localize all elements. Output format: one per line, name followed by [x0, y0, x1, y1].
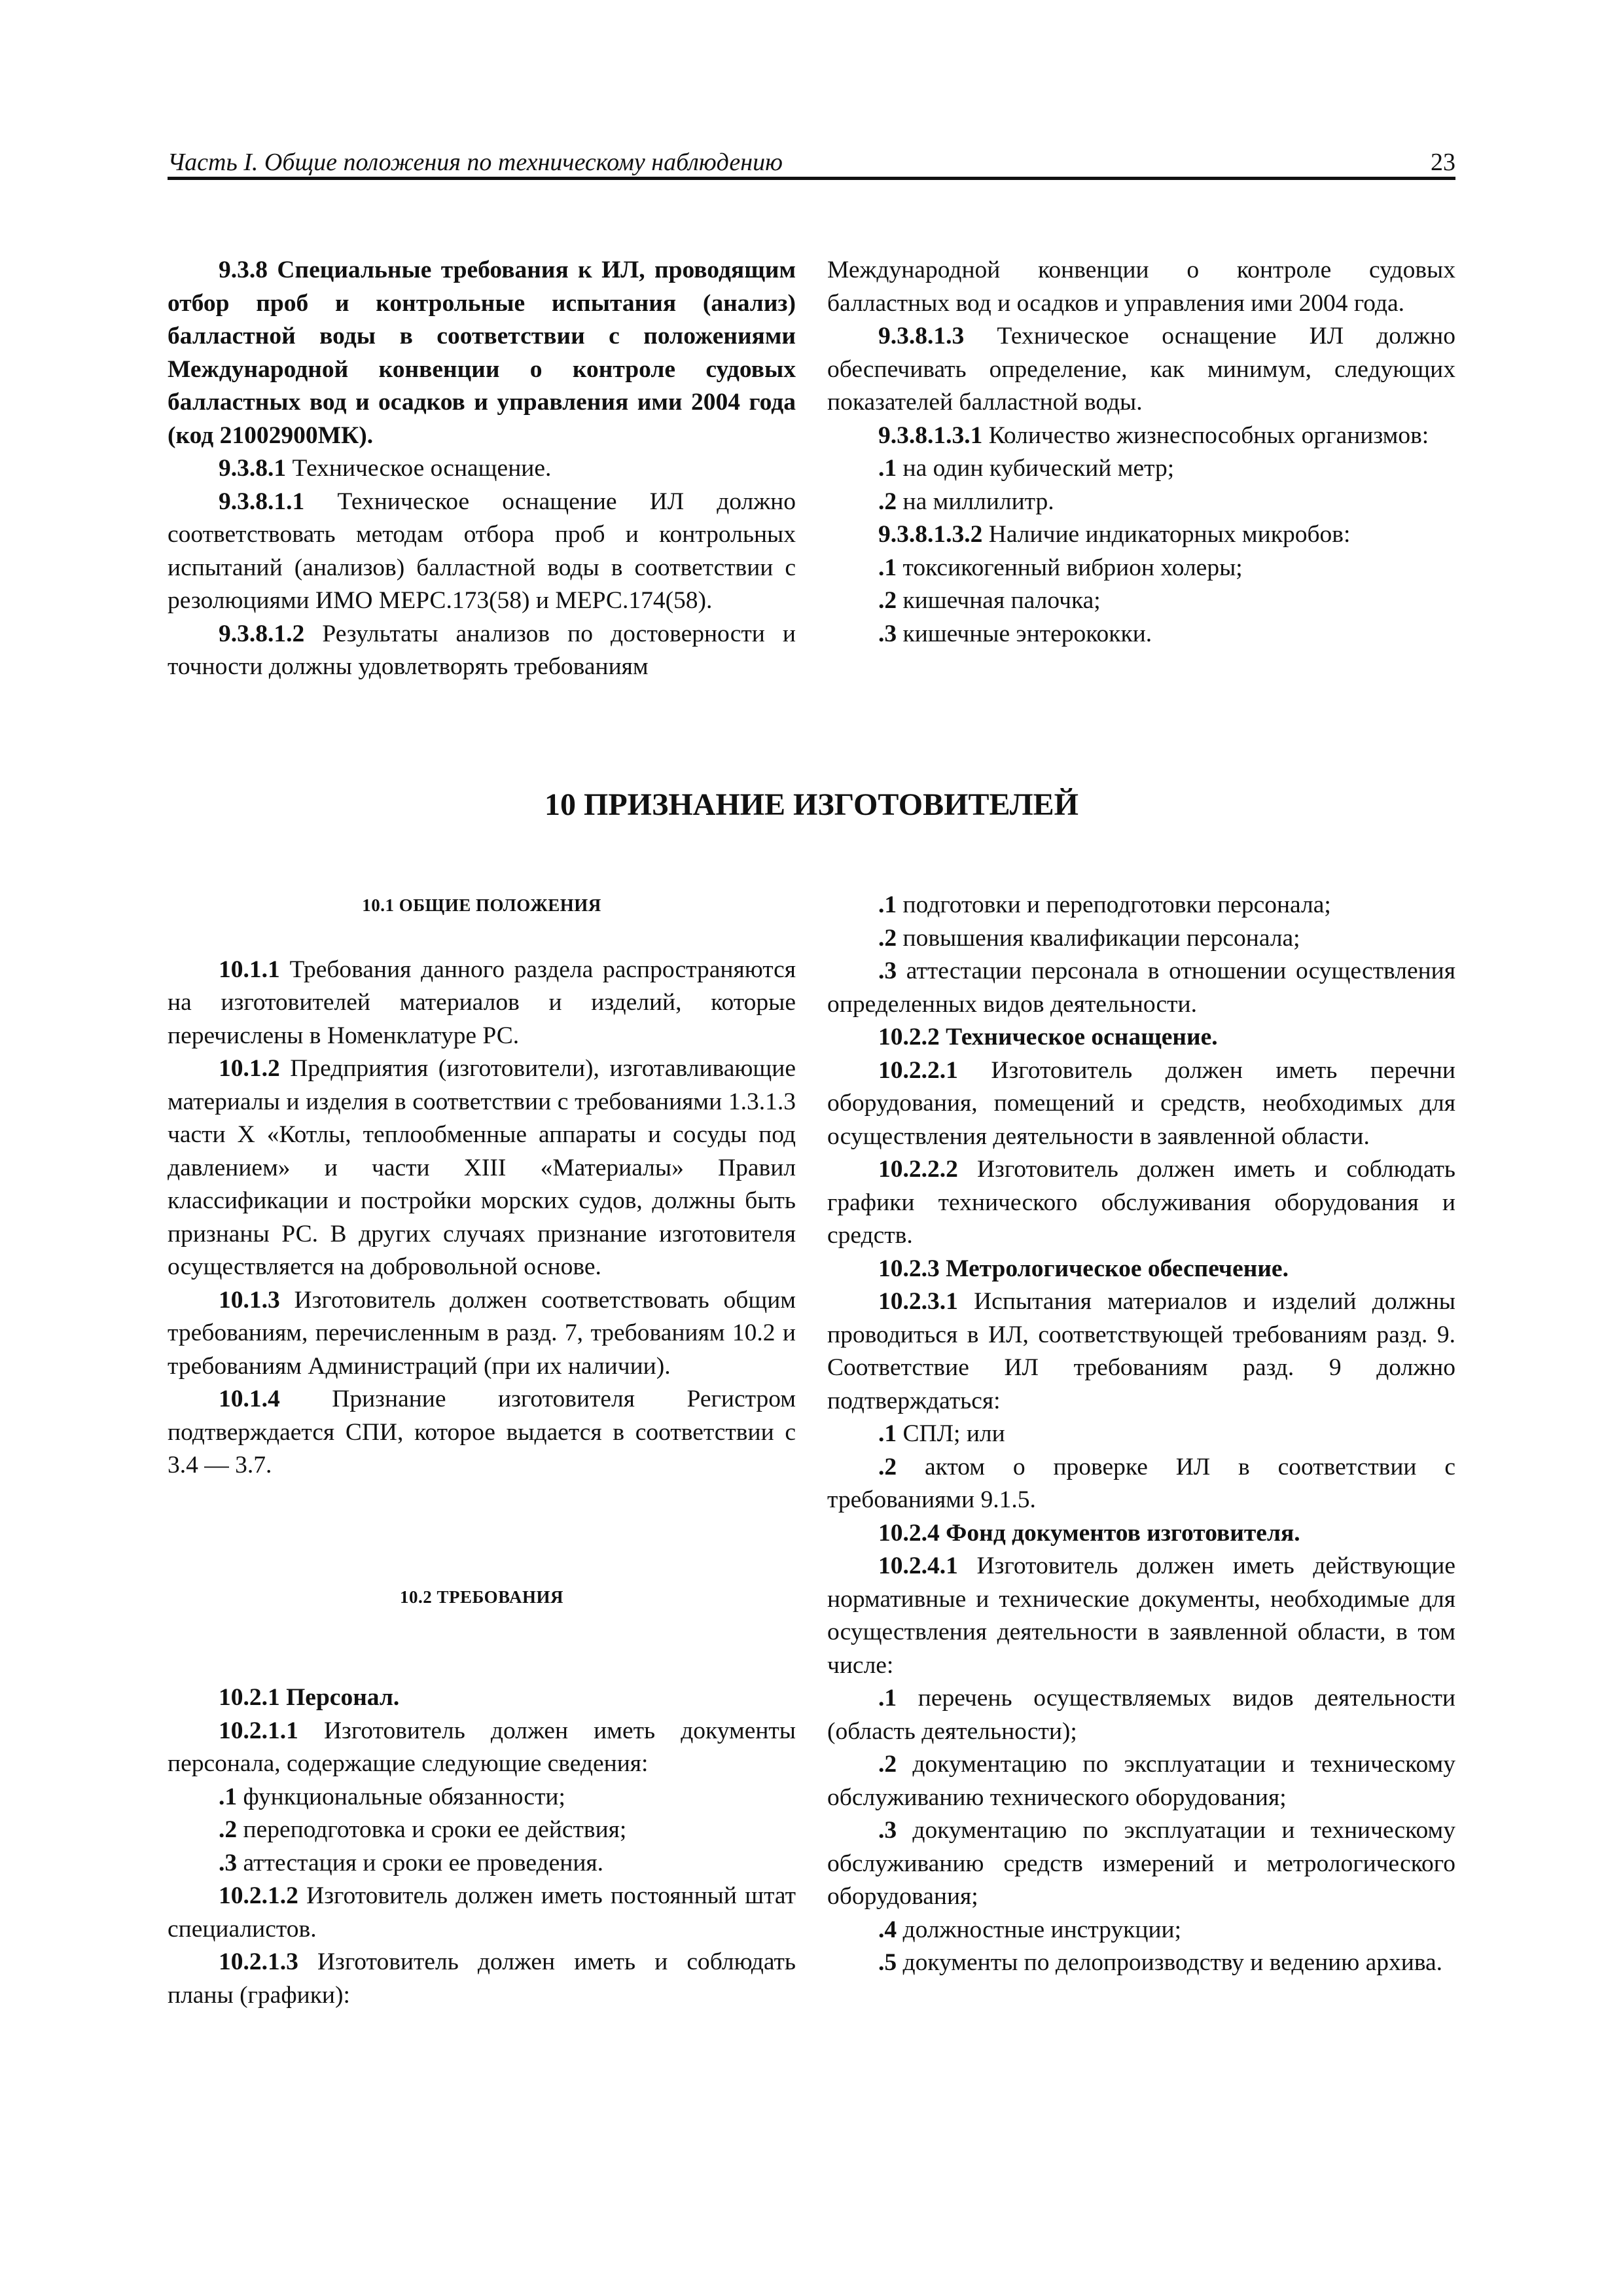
- paragraph-10-1-3: [168, 1284, 796, 1384]
- list-item: [827, 1451, 1455, 1517]
- item-text: на миллилитр.: [902, 488, 1054, 515]
- item-text: документацию по эксплуатации и техническому обслуживанию технического оборудования;: [827, 1751, 1456, 1811]
- list-item: [827, 1814, 1455, 1914]
- paragraph-10-2-3: [827, 1253, 1455, 1286]
- item-number: .1: [878, 455, 897, 482]
- clause-text: Изготовитель должен иметь постоянный штат специалистов.: [168, 1882, 796, 1943]
- item-number: .2: [878, 488, 897, 515]
- paragraph-9-3-8-1-2: [168, 618, 796, 684]
- paragraph-10-2-2-2: [827, 1153, 1455, 1253]
- item-number: .3: [878, 1817, 897, 1844]
- spacer: [168, 922, 796, 954]
- item-text: аттестации персонала в отношении осуществления определенных видов деятельности.: [827, 958, 1456, 1018]
- paragraph-10-2-1-1: [168, 1715, 796, 1781]
- paragraph-10-2-2-1: [827, 1054, 1455, 1154]
- clause-text: Результаты анализов по достоверности и точности должны удовлетворять требованиям: [168, 620, 796, 680]
- item-text: повышения квалификации персонала;: [902, 924, 1300, 952]
- item-text: документы по делопроизводству и ведению архива.: [902, 1949, 1443, 1976]
- bottom-right-column: [827, 889, 1455, 1980]
- clause-text: Техническое оснащение ИЛ должно соответствовать методам отбора проб и контрольных испытаний (анализов) балластной воды в соответствии с резолюциями ИМО МЕРС.173(58) и МЕРС.174(58).: [168, 488, 796, 614]
- item-text: аттестация и сроки ее проведения.: [243, 1849, 604, 1876]
- clause-heading: Метрологическое обеспечение.: [946, 1255, 1289, 1282]
- item-number: .2: [878, 924, 897, 952]
- paragraph-10-2-3-1: [827, 1285, 1455, 1418]
- list-item: [827, 1946, 1455, 1980]
- paragraph-10-2-4: [827, 1517, 1455, 1551]
- item-number: .2: [878, 1453, 897, 1480]
- paragraph-10-2-1-3: [168, 1946, 796, 2012]
- item-number: .1: [878, 1420, 897, 1447]
- list-item: [827, 922, 1455, 956]
- clause-number: 9.3.8.1.3.1: [878, 422, 983, 449]
- item-number: .1: [878, 1685, 897, 1712]
- clause-text: Изготовитель должен иметь и соблюдать графики технического обслуживания оборудования и средств.: [827, 1156, 1455, 1249]
- clause-text: Изготовитель должен иметь и соблюдать планы (графики):: [168, 1948, 796, 2009]
- paragraph-10-1-4: [168, 1383, 796, 1482]
- clause-text: Техническое оснащение ИЛ должно обеспечивать определение, как минимум, следующих показателей балластной воды.: [827, 323, 1455, 416]
- paragraph-9-3-8-1-3-1: [827, 420, 1455, 453]
- top-right-column: [827, 254, 1455, 651]
- clause-number: 10.2.2.2: [878, 1156, 958, 1183]
- clause-number: 10.2.1: [219, 1684, 280, 1711]
- clause-number: 10.2.4: [878, 1519, 940, 1547]
- clause-number: 10.1.2: [219, 1055, 280, 1082]
- item-number: .2: [878, 587, 897, 614]
- page-number: 23: [1431, 149, 1455, 176]
- clause-number: 9.3.8.1.3.2: [878, 521, 983, 548]
- clause-number: 9.3.8.1: [219, 455, 287, 482]
- paragraph-9-3-8-1-3-2: [827, 518, 1455, 552]
- list-item: [827, 486, 1455, 519]
- top-left-column: [168, 254, 796, 684]
- list-item: [827, 889, 1455, 922]
- clause-heading: Техническое оснащение.: [946, 1024, 1218, 1050]
- item-text: СПЛ; или: [902, 1420, 1005, 1447]
- clause-number: 10.2.2.1: [878, 1056, 958, 1084]
- chapter-title: 10 ПРИЗНАНИЕ ИЗГОТОВИТЕЛЕЙ: [544, 787, 1079, 822]
- list-item: [827, 618, 1455, 651]
- item-text: перечень осуществляемых видов деятельности (область деятельности);: [827, 1685, 1455, 1745]
- clause-text: Изготовитель должен иметь перечни оборудования, помещений и средств, необходимых для осуществления деятельности в заявленной области.: [827, 1056, 1455, 1150]
- item-number: .3: [219, 1849, 238, 1876]
- item-text: документацию по эксплуатации и техническому обслуживанию средств измерений и метрологического оборудования;: [827, 1817, 1456, 1910]
- item-number: .2: [219, 1816, 238, 1843]
- clause-text: Предприятия (изготовители), изготавливающие материалы и изделия в соответствии с требованиями 1.3.1.3 части X «Котлы, теплообменные аппараты и сосуды под давлением» и части XIII «Материалы» Правил классификации и постройки морских судов, должны быть признаны РС. В других случаях признание изготовителя осуществляется на добровольной основе.: [168, 1055, 796, 1280]
- paragraph-9-3-8: [168, 254, 796, 452]
- clause-number: 10.2.1.2: [219, 1882, 298, 1909]
- paragraph-10-2-1-2: [168, 1880, 796, 1946]
- clause-number: 10.2.1.3: [219, 1948, 298, 1975]
- clause-number: 9.3.8.1.1: [219, 488, 305, 515]
- spacer: [168, 1482, 796, 1581]
- paragraph-10-2-2: [827, 1021, 1455, 1054]
- clause-text: Количество жизнеспособных организмов:: [988, 422, 1429, 449]
- item-number: .3: [878, 620, 897, 647]
- clause-number: 10.2.3.1: [878, 1288, 958, 1315]
- list-item: [827, 1748, 1455, 1814]
- list-item: [827, 552, 1455, 585]
- running-header: [168, 143, 1455, 182]
- list-item: [827, 1914, 1455, 1947]
- item-text: на один кубический метр;: [902, 455, 1175, 482]
- clause-number: 10.1.4: [219, 1386, 280, 1412]
- item-text: кишечная палочка;: [902, 587, 1101, 614]
- clause-text: Признание изготовителя Регистром подтверждается СПИ, которое выдается в соответствии с 3.4 — 3.7.: [168, 1386, 796, 1479]
- paragraph-10-2-4-1: [827, 1550, 1455, 1682]
- clause-number: 10.2.4.1: [878, 1552, 958, 1579]
- header-title: Часть I. Общие положения по техническому наблюдению: [168, 149, 783, 176]
- paragraph-10-1-1: [168, 954, 796, 1053]
- clause-number: 9.3.8.1.2: [219, 620, 305, 647]
- clause-number: 9.3.8.1.3: [878, 323, 965, 350]
- clause-text: Испытания материалов и изделий должны проводиться в ИЛ, соответствующей требованиям разд. 9. Соответствие ИЛ требованиям разд. 9 должно подтверждаться:: [827, 1288, 1456, 1414]
- clause-text: Техническое оснащение.: [292, 455, 552, 482]
- paragraph-9-3-8-1-3: [827, 320, 1455, 420]
- paragraph-9-3-8-1: [168, 452, 796, 486]
- clause-text: Изготовитель должен иметь документы персонала, содержащие следующие сведения:: [168, 1717, 796, 1777]
- list-item: [168, 1847, 796, 1880]
- item-number: .2: [878, 1751, 897, 1778]
- item-text: подготовки и переподготовки персонала;: [902, 891, 1331, 918]
- paragraph-continuation: [827, 254, 1455, 320]
- item-number: .5: [878, 1949, 897, 1976]
- list-item: [168, 1814, 796, 1847]
- list-item: [168, 1781, 796, 1814]
- clause-number: 9.3.8: [219, 257, 268, 283]
- spacer: [168, 1613, 796, 1681]
- section-heading-10-2: 10.2 ТРЕБОВАНИЯ: [400, 1587, 563, 1607]
- clause-heading: Специальные требования к ИЛ, проводящим отбор проб и контрольные испытания (анализ) балластной воды в соответствии с положениями Международной конвенции о контроле судовых балластных вод и осадков и управления ими 2004 года (код 21002900МК).: [168, 257, 796, 449]
- list-item: [827, 584, 1455, 618]
- bottom-left-column: [168, 889, 796, 2012]
- clause-number: 10.2.3: [878, 1255, 940, 1282]
- item-text: актом о проверке ИЛ в соответствии с требованиями 9.1.5.: [827, 1453, 1455, 1513]
- clause-text: Изготовитель должен соответствовать общим требованиям, перечисленным в разд. 7, требованиям 10.2 и требованиям Администраций (при их наличии).: [168, 1286, 796, 1380]
- clause-text: Международной конвенции о контроле судовых балластных вод и осадков и управления ими 2004 года.: [827, 257, 1455, 317]
- item-number: .1: [878, 554, 897, 581]
- paragraph-9-3-8-1-1: [168, 486, 796, 618]
- item-number: .1: [219, 1783, 238, 1810]
- list-item: [827, 955, 1455, 1021]
- list-item: [827, 452, 1455, 486]
- clause-heading: Персонал.: [286, 1684, 400, 1711]
- clause-text: Требования данного раздела распространяются на изготовителей материалов и изделий, которые перечислены в Номенклатуре РС.: [168, 956, 796, 1049]
- item-number: .3: [878, 958, 897, 984]
- item-text: функциональные обязанности;: [243, 1783, 565, 1810]
- clause-heading: Фонд документов изготовителя.: [946, 1519, 1300, 1547]
- clause-text: Изготовитель должен иметь действующие нормативные и технические документы, необходимые для осуществления деятельности в заявленной области, в том числе:: [827, 1552, 1456, 1679]
- item-number: .1: [878, 891, 897, 918]
- item-text: должностные инструкции;: [902, 1916, 1182, 1943]
- section-heading-10-1: 10.1 ОБЩИЕ ПОЛОЖЕНИЯ: [362, 895, 601, 915]
- item-text: переподготовка и сроки ее действия;: [243, 1816, 627, 1843]
- clause-text: Наличие индикаторных микробов:: [988, 521, 1351, 548]
- item-text: токсикогенный вибрион холеры;: [902, 554, 1243, 581]
- paragraph-10-1-2: [168, 1052, 796, 1284]
- clause-number: 10.2.2: [878, 1024, 940, 1050]
- clause-number: 10.1.3: [219, 1286, 280, 1314]
- item-text: кишечные энтерококки.: [902, 620, 1152, 647]
- list-item: [827, 1682, 1455, 1748]
- item-number: .4: [878, 1916, 897, 1943]
- clause-number: 10.1.1: [219, 956, 280, 983]
- list-item: [827, 1418, 1455, 1451]
- paragraph-10-2-1: [168, 1681, 796, 1715]
- header-rule: [168, 177, 1455, 180]
- clause-number: 10.2.1.1: [219, 1717, 298, 1744]
